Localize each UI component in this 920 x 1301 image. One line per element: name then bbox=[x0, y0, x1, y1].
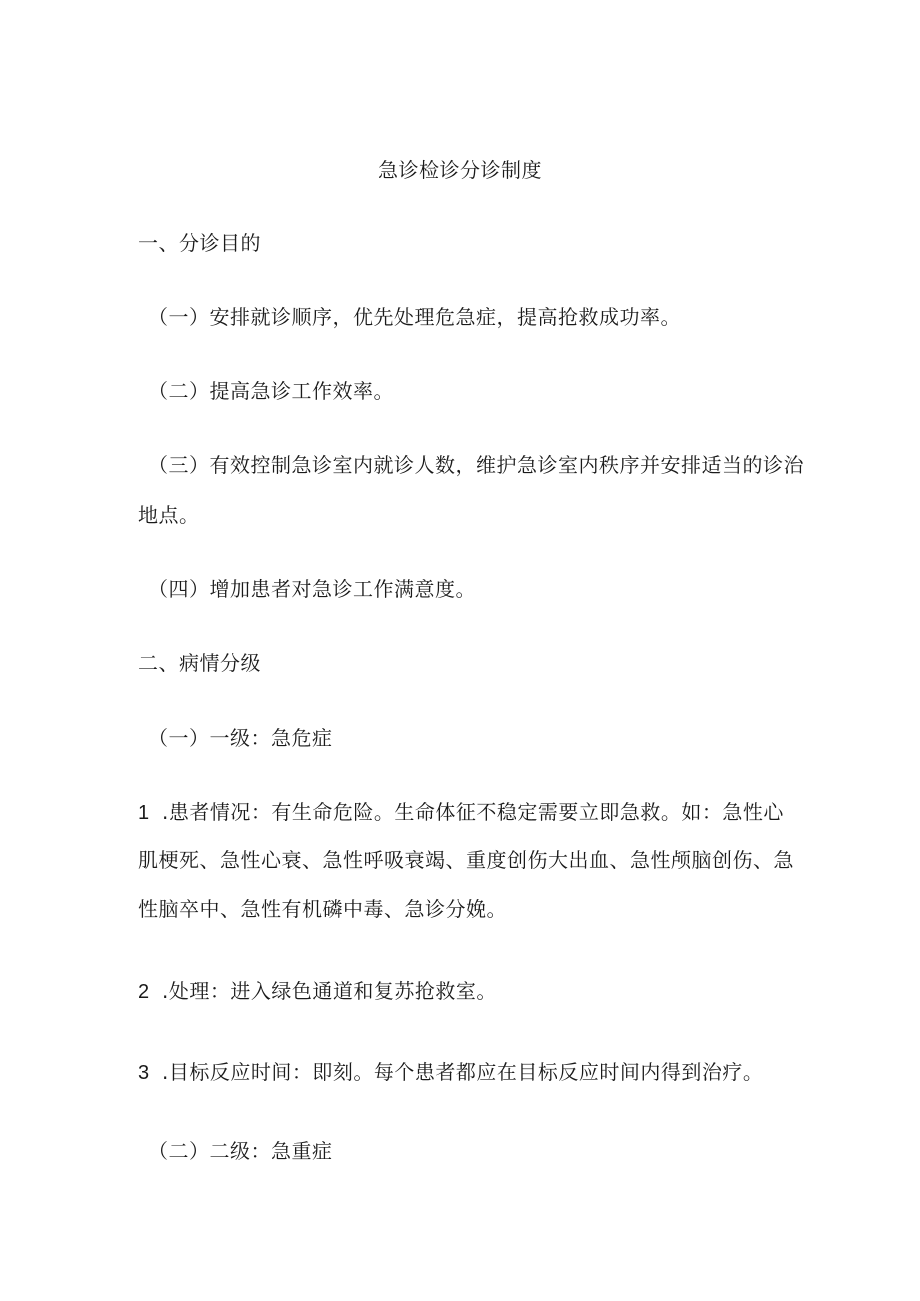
purpose-item-3-line-1: （三）有效控制急诊室内就诊人数，维护急诊室内秩序并安排适当的诊治 bbox=[148, 453, 804, 477]
level-1-paragraph-1-line-1 bbox=[138, 800, 784, 825]
paragraph-text: .处理：进入绿色通道和复苏抢救室。 bbox=[162, 979, 497, 1003]
purpose-item-3-line-2: 地点。 bbox=[138, 503, 200, 527]
level-2-heading: （二）二级：急重症 bbox=[148, 1139, 333, 1163]
section-heading-purpose: 一、分诊目的 bbox=[138, 231, 261, 255]
section-heading-grading: 二、病情分级 bbox=[138, 651, 261, 675]
level-1-heading: （一）一级：急危症 bbox=[148, 726, 333, 750]
level-1-paragraph-3 bbox=[138, 1060, 763, 1085]
paragraph-number: 3 bbox=[138, 1062, 150, 1084]
level-1-paragraph-2 bbox=[138, 979, 497, 1004]
paragraph-text: .目标反应时间：即刻。每个患者都应在目标反应时间内得到治疗。 bbox=[162, 1060, 764, 1084]
document-title: 急诊检诊分诊制度 bbox=[378, 158, 542, 182]
purpose-item-1: （一）安排就诊顺序，优先处理危急症，提高抢救成功率。 bbox=[148, 305, 681, 329]
paragraph-number: 1 bbox=[138, 802, 150, 824]
paragraph-text: .患者情况：有生命危险。生命体征不稳定需要立即急救。如：急性心 bbox=[162, 800, 784, 824]
level-1-paragraph-1-line-2: 肌梗死、急性心衰、急性呼吸衰竭、重度创伤大出血、急性颅脑创伤、急 bbox=[138, 848, 794, 872]
purpose-item-4: （四）增加患者对急诊工作满意度。 bbox=[148, 577, 476, 601]
paragraph-number: 2 bbox=[138, 981, 150, 1003]
purpose-item-2: （二）提高急诊工作效率。 bbox=[148, 379, 394, 403]
level-1-paragraph-1-line-3: 性脑卒中、急性有机磷中毒、急诊分娩。 bbox=[138, 897, 507, 921]
